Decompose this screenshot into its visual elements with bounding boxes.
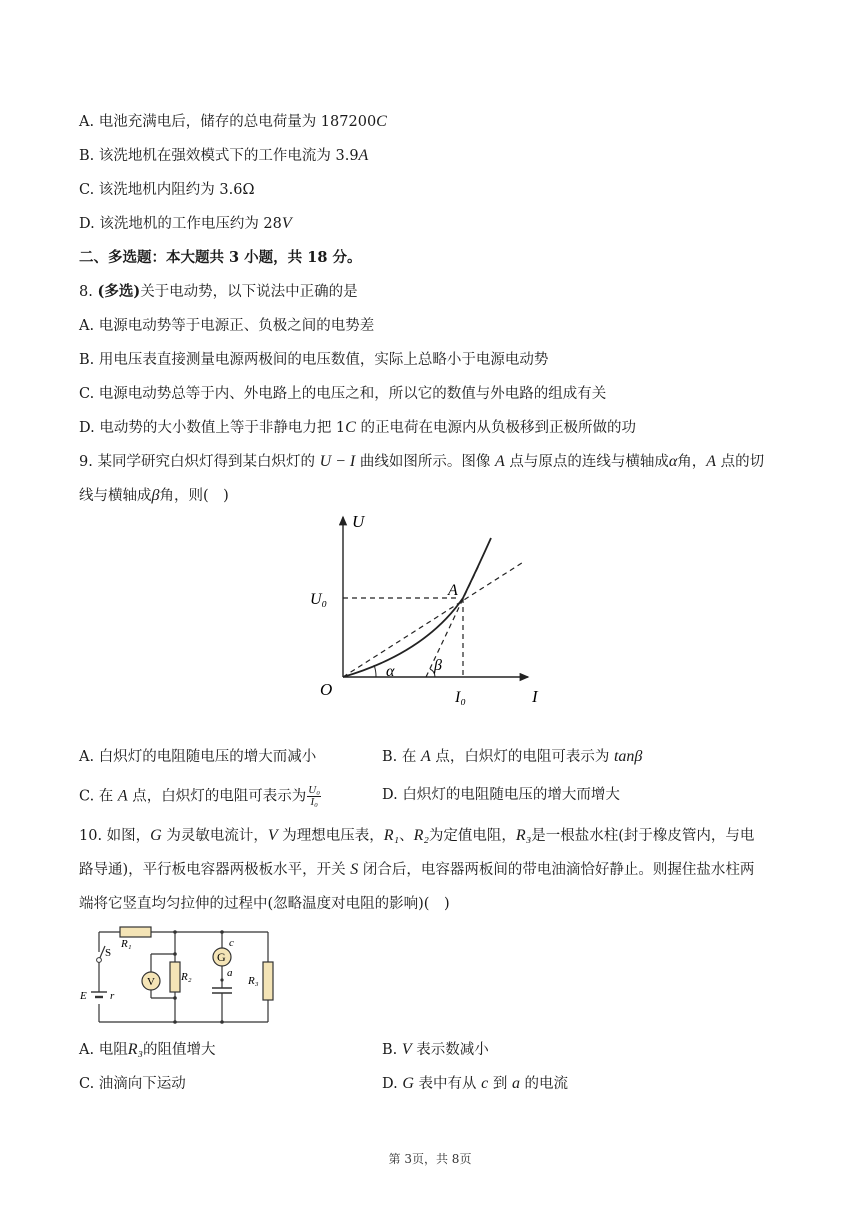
resistor-r3 bbox=[263, 962, 273, 1000]
q8-option-b: B. 用电压表直接测量电源两极间的电压数值，实际上总略小于电源电动势 bbox=[79, 352, 549, 368]
q8-stem: 8. (多选)关于电动势，以下说法中正确的是 bbox=[79, 283, 358, 300]
e-label: E bbox=[80, 990, 87, 1002]
r3-label: R₃ bbox=[248, 975, 259, 987]
q8-option-c: C. 电源电动势总等于内、外电路上的电压之和，所以它的数值与外电路的组成有关 bbox=[79, 386, 607, 402]
q10-option-d: D. G 表中有从 c 到 a 的电流 bbox=[382, 1075, 569, 1092]
u0-over-i0-fraction: $\frac{\text{U₀}}{\text{I₀}}$ bbox=[308, 784, 321, 808]
q10-stem-line1: 10. 如图，G 为灵敏电流计，V 为理想电压表，R₁、R₂为定值电阻，R₃是一根盐水柱(封于橡皮管内，与电 bbox=[79, 827, 755, 844]
r2-label: R₂ bbox=[181, 971, 192, 983]
q7-option-a: A. 电池充满电后，储存的总电荷量为 187200C bbox=[79, 113, 387, 130]
q10-option-b: B. V 表示数减小 bbox=[382, 1041, 489, 1058]
section-2-heading: 二、多选题：本大题共 3 小题，共 18 分。 bbox=[79, 249, 362, 266]
q10-stem-line2: 路导通)，平行板电容器两极板水平，开关 S 闭合后，电容器两板间的带电油滴恰好静止。则握住盐水柱两 bbox=[79, 861, 755, 878]
q9-stem-line2: 线与横轴成β角，则( ) bbox=[79, 487, 229, 504]
q9-option-b: B. 在 A 点，白炽灯的电阻可表示为 tanβ bbox=[382, 748, 643, 765]
q7-option-d: D. 该洗地机的工作电压约为 28V bbox=[79, 215, 292, 232]
u-i-graph bbox=[300, 505, 550, 710]
i0-label: I₀ bbox=[455, 689, 466, 706]
v-label: V bbox=[147, 976, 155, 988]
q9-option-c: C. 在 A 点，白炽灯的电阻可表示为 $\frac{\text{U₀}}{\text{I₀}}$ bbox=[79, 784, 321, 808]
resistor-r2 bbox=[170, 962, 180, 992]
r1-label: R₁ bbox=[121, 938, 132, 950]
q8-option-a: A. 电源电动势等于电源正、负极之间的电势差 bbox=[79, 318, 375, 334]
q7-option-c: C. 该洗地机内阻约为 3.6Ω bbox=[79, 182, 255, 198]
r-label: r bbox=[110, 990, 115, 1002]
page-footer: 第 3页，共 8页 bbox=[388, 1152, 472, 1166]
c-label: c bbox=[229, 937, 234, 949]
q9-stem-line1: 9. 某同学研究白炽灯得到某白炽灯的 U − I 曲线如图所示。图像 A 点与原点的连线与横轴成α角，A 点的切 bbox=[79, 453, 765, 470]
a-label: a bbox=[227, 967, 233, 979]
g-label: G bbox=[217, 950, 226, 964]
q10-stem-line3: 端将它竖直均匀拉伸的过程中(忽略温度对电阻的影响)( ) bbox=[79, 896, 450, 912]
resistor-r1 bbox=[120, 927, 151, 937]
alpha-arc bbox=[374, 665, 376, 677]
alpha-label: α bbox=[386, 663, 395, 680]
s-label: S bbox=[105, 947, 112, 959]
origin-label: O bbox=[320, 680, 333, 699]
q10-option-a: A. 电阻R₃的阻值增大 bbox=[79, 1041, 216, 1058]
beta-label: β bbox=[434, 657, 442, 674]
u-axis-label: U bbox=[352, 512, 365, 531]
q9-option-d: D. 白炽灯的电阻随电压的增大而增大 bbox=[382, 787, 620, 803]
q10-option-c: C. 油滴向下运动 bbox=[79, 1076, 186, 1092]
circuit-diagram bbox=[78, 920, 278, 1030]
i-axis-label: I bbox=[532, 687, 538, 706]
q7-option-b: B. 该洗地机在强效模式下的工作电流为 3.9A bbox=[79, 147, 369, 164]
q8-option-d: D. 电动势的大小数值上等于非静电力把 1C 的正电荷在电源内从负极移到正极所做的功 bbox=[79, 419, 636, 436]
u-i-curve bbox=[343, 538, 491, 677]
u0-label: U₀ bbox=[310, 591, 328, 608]
point-a-label: A bbox=[448, 582, 458, 599]
q9-option-a: A. 白炽灯的电阻随电压的增大而减小 bbox=[79, 749, 317, 765]
